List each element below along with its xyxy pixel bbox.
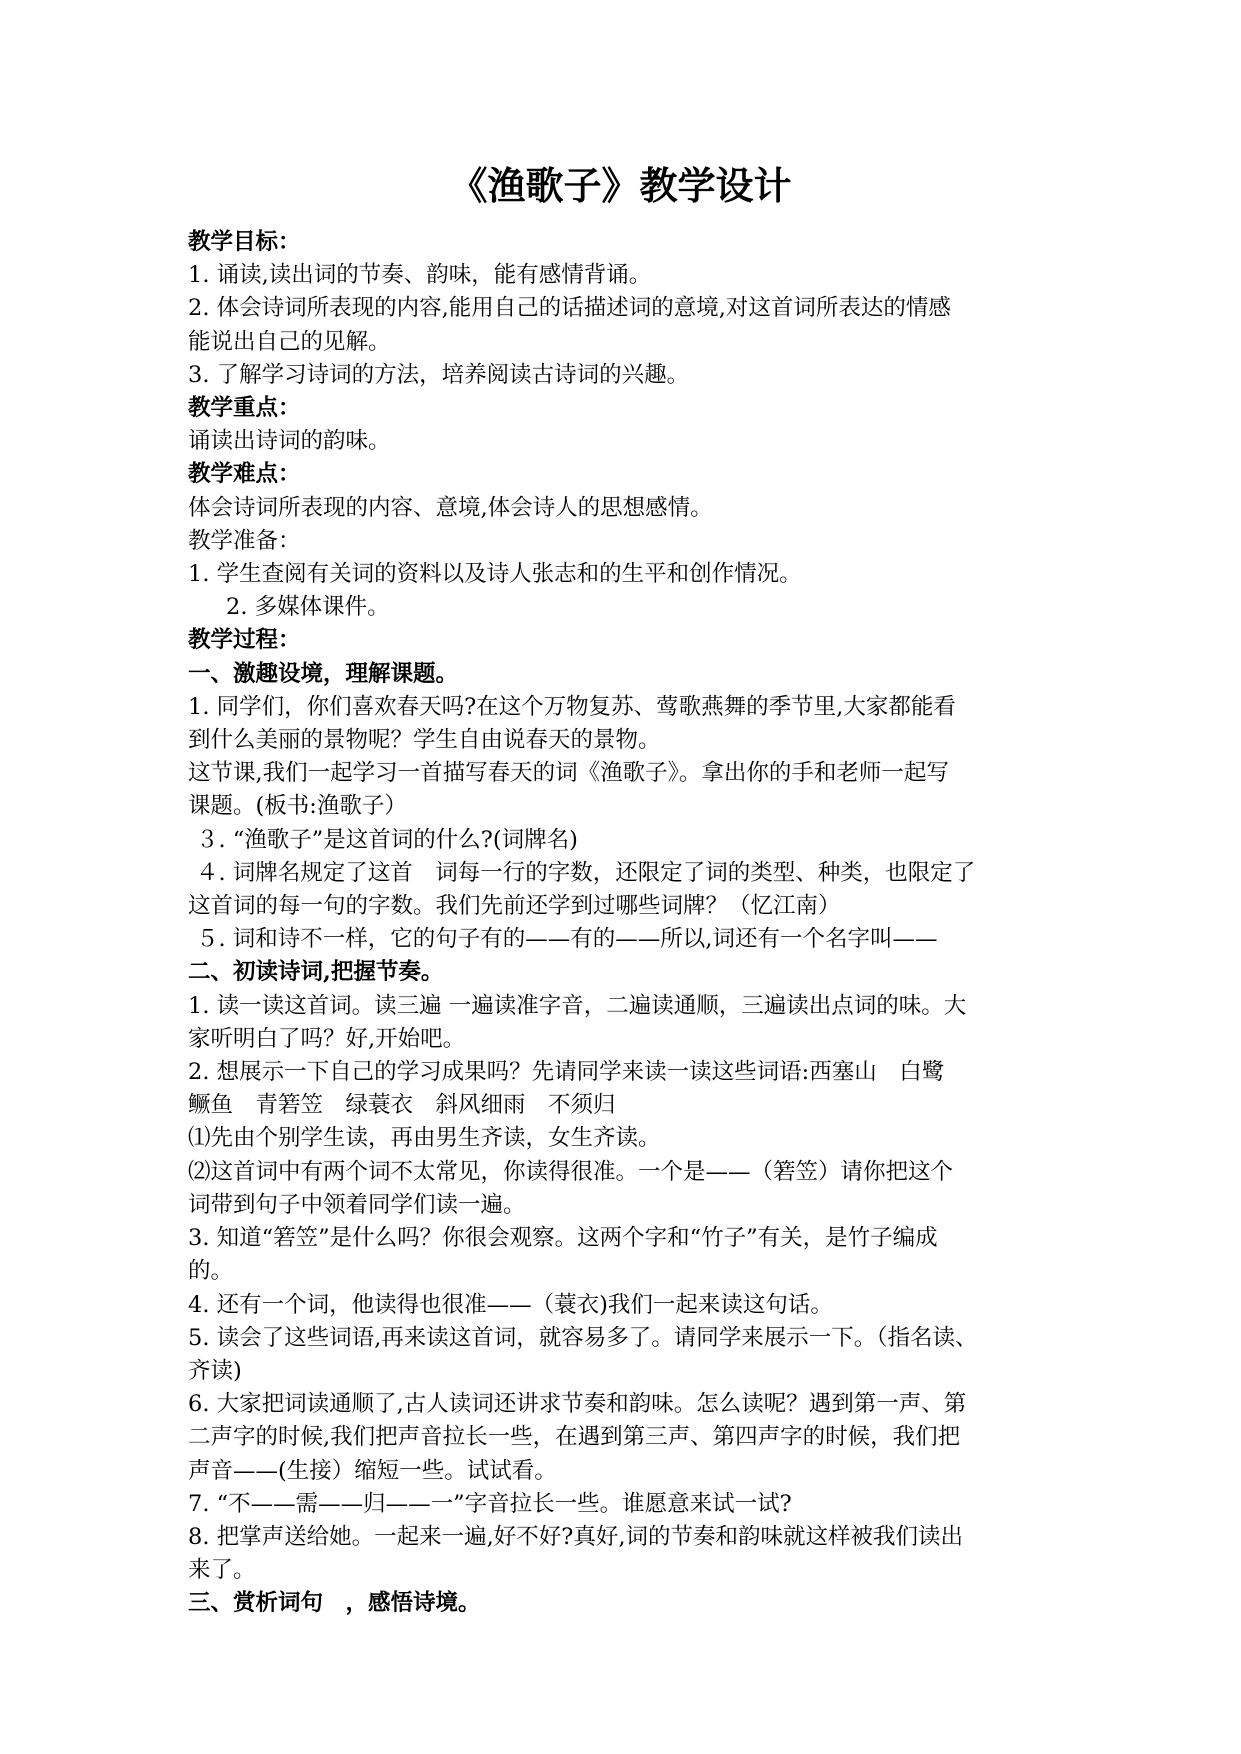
text-line: 1. 诵读,读出词的节奏、韵味，能有感情背诵。 — [188, 262, 652, 289]
text-line: 家听明白了吗？好,开始吧。 — [188, 1025, 466, 1052]
text-line: 这首词的每一句的字数。我们先前还学到过哪些词牌？（忆江南） — [188, 893, 841, 920]
section-heading: 三、赏析词句 ，感悟诗境。 — [188, 1590, 481, 1617]
text-line: 词带到句子中领着同学们读一遍。 — [188, 1191, 526, 1218]
section-heading: 教学目标： — [188, 229, 301, 255]
text-line: 3. 了解学习诗词的方法，培养阅读古诗词的兴趣。 — [188, 361, 690, 388]
text-line: 1. 学生查阅有关词的资料以及诗人张志和的生平和创作情况。 — [188, 561, 802, 588]
text-line: 课题。(板书:渔歌子） — [188, 793, 407, 820]
text-line: ⑵这首词中有两个词不太常见，你读得很准。一个是——（箬笠）请你把这个 — [188, 1158, 954, 1185]
text-line: 鳜鱼 青箬笠 绿蓑衣 斜风细雨 不须归 — [188, 1092, 616, 1119]
text-line: 1. 读一读这首词。读三遍 一遍读准字音，二遍读通顺，三遍读出点词的味。大 — [188, 992, 967, 1019]
text-line: 齐读) — [188, 1357, 242, 1384]
section-heading: 二、初读诗词,把握节奏。 — [188, 959, 444, 986]
section-heading: 教学过程： — [188, 627, 301, 654]
text-line: 这节课,我们一起学习一首描写春天的词《渔歌子》。拿出你的手和老师一起写 — [188, 760, 949, 787]
text-line: 6. 大家把词读通顺了,古人读词还讲求节奏和韵味。怎么读呢？遇到第一声、第 — [188, 1391, 967, 1418]
text-line: 教学准备： — [188, 527, 301, 554]
section-heading: 一、激趣设境，理解课题。 — [188, 660, 459, 687]
text-line: 声音——(生接）缩短一些。试试看。 — [188, 1457, 557, 1484]
text-line: 体会诗词所表现的内容、意境,体会诗人的思想感情。 — [188, 494, 713, 521]
text-line: 的。 — [188, 1258, 234, 1285]
text-line: 4. 还有一个词，他读得也很准——（蓑衣)我们一起来读这句话。 — [188, 1291, 833, 1318]
text-line: 到什么美丽的景物呢？学生自由说春天的景物。 — [188, 727, 661, 754]
text-line: 2. 想展示一下自己的学习成果吗？先请同学来读一读这些词语:西塞山 白鹭 — [188, 1059, 945, 1086]
section-heading: 教学难点： — [188, 461, 301, 488]
text-line: ⑴先由个别学生读，再由男生齐读，女生齐读。 — [188, 1125, 661, 1152]
text-line: 5. 读会了这些词语,再来读这首词，就容易多了。请同学来展示一下。（指名读、 — [188, 1324, 978, 1351]
text-line: 能说出自己的见解。 — [188, 328, 391, 355]
document-title: 《渔歌子》教学设计 — [449, 163, 792, 208]
text-line: ３. “渔歌子”是这首词的什么?(词牌名) — [196, 826, 578, 853]
text-line: 2. 体会诗词所表现的内容,能用自己的话描述词的意境,对这首词所表达的情感 — [188, 295, 951, 322]
text-line: 二声字的时候,我们把声音拉长一些，在遇到第三声、第四声字的时候，我们把 — [188, 1424, 961, 1451]
text-line: 3. 知道“箬笠”是什么吗？你很会观察。这两个字和“竹子”有关，是竹子编成 — [188, 1225, 938, 1252]
text-line: 8. 把掌声送给她。一起来一遍,好不好?真好,词的节奏和韵味就这样被我们读出 — [188, 1523, 963, 1550]
text-line: 1. 同学们，你们喜欢春天吗?在这个万物复苏、莺歌燕舞的季节里,大家都能看 — [188, 693, 956, 720]
text-line: 2. 多媒体课件。 — [226, 594, 390, 621]
text-line: 诵读出诗词的韵味。 — [188, 428, 391, 455]
document-body — [188, 226, 1053, 1621]
text-line: 7. “不——需——归——一”字音拉长一些。谁愿意来试一试? — [188, 1490, 792, 1517]
text-line: 来了。 — [188, 1557, 256, 1584]
text-line: ５. 词和诗不一样，它的句子有的——有的——所以,词还有一个名字叫—— — [196, 926, 938, 953]
section-heading: 教学重点： — [188, 395, 301, 422]
text-line: ４. 词牌名规定了这首 词每一行的字数，还限定了词的类型、种类，也限定了 — [196, 859, 976, 886]
